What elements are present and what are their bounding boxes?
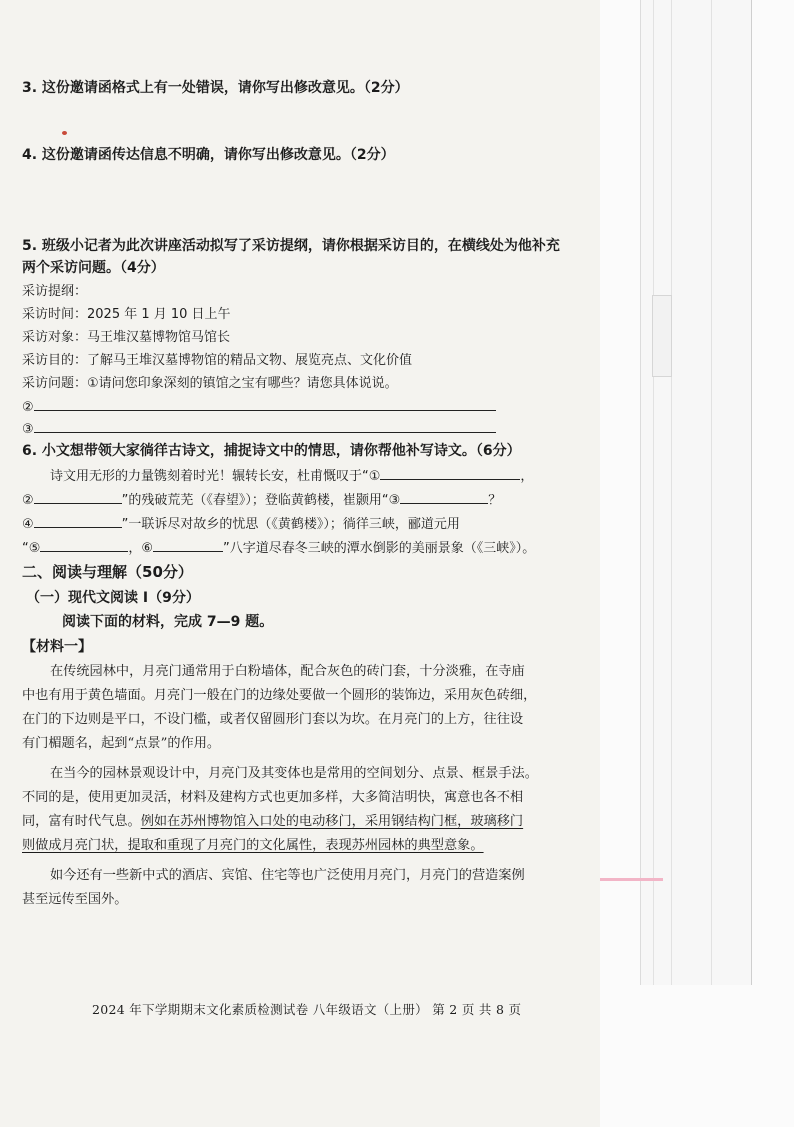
answer-line-2[interactable]: [22, 396, 496, 418]
question-3: 3. 这份邀请函格式上有一处错误，请你写出修改意见。（2分）: [22, 80, 409, 96]
interview-target: 采访对象：马王堆汉墓博物馆马馆长: [22, 330, 231, 345]
paragraph-2-line-4: 则做成月亮门状，提取和重现了月亮门的文化属性，表现苏州园林的典型意象。: [22, 838, 484, 853]
binding-seal: [652, 295, 672, 377]
answer-mark-2: ②: [22, 400, 34, 415]
pink-mark: [598, 878, 663, 881]
poem-blank-1[interactable]: [380, 465, 520, 480]
question-6: 6. 小文想带领大家徜徉古诗文，捕捉诗文中的情思，请你帮他补写诗文。（6分）: [22, 443, 521, 459]
section-heading: 二、阅读与理解（50分）: [22, 563, 193, 581]
poem-blank-2[interactable]: [34, 489, 122, 504]
question-5-line2: 两个采访问题。（4分）: [22, 260, 165, 276]
interview-time: 采访时间：2025 年 1 月 10 日上午: [22, 307, 231, 322]
poem-line-3: ④ ”一联诉尽对故乡的忧思（《黄鹤楼》）；徜徉三峡，郦道元用: [22, 513, 460, 535]
poem-blank-4[interactable]: [34, 513, 122, 528]
paragraph-1-line-2: 中也有用于黄色墙面。月亮门一般在门的边缘处要做一个圆形的装饰边，采用灰色砖细，: [22, 688, 537, 703]
paragraph-1-line-3: 在门的下边则是平口，不设门槛，或者仅留圆形门套以为坎。在月亮门的上方，往往设: [22, 712, 524, 727]
poem-line-4: “⑤ ，⑥ ”八字道尽春冬三峡的潭水倒影的美丽景象（《三峡》）。: [22, 537, 535, 559]
subsection-heading: （一）现代文阅读 I（9分）: [26, 590, 200, 606]
poem-line-2: ② ”的残破荒芜（《春望》）；登临黄鹤楼，崔颢用“③ ？: [22, 489, 501, 511]
binding-strip: [640, 0, 752, 985]
poem-blank-6[interactable]: [153, 537, 223, 552]
question-5-line1: 5. 班级小记者为此次讲座活动拟写了采访提纲，请你根据采访目的，在横线处为他补充: [22, 238, 560, 254]
underlined-example: 例如在苏州博物馆入口处的电动移门，采用钢结构门框，玻璃移门: [140, 814, 524, 829]
interview-question-1: 采访问题：①请问您印象深刻的镇馆之宝有哪些？请您具体说说。: [22, 376, 398, 391]
question-4: 4. 这份邀请函传达信息不明确，请你写出修改意见。（2分）: [22, 147, 395, 163]
outline-title: 采访提纲：: [22, 284, 88, 299]
paragraph-3-line-2: 甚至远传至国外。: [22, 892, 128, 907]
ink-dot: [62, 131, 67, 135]
answer-mark-3: ③: [22, 422, 34, 437]
poem-blank-5[interactable]: [40, 537, 128, 552]
poem-blank-3[interactable]: [400, 489, 488, 504]
reading-instruction: 阅读下面的材料，完成 7—9 题。: [62, 614, 274, 630]
interview-purpose: 采访目的：了解马王堆汉墓博物馆的精品文物、展览亮点、文化价值: [22, 353, 413, 368]
answer-blank-3[interactable]: [34, 418, 496, 433]
answer-line-3[interactable]: [22, 418, 496, 440]
paragraph-2-line-2: 不同的是，使用更加灵活，材料及建构方式也更加多样，大多简洁明快，寓意也各不相: [22, 790, 524, 805]
paragraph-2-line-1: 在当今的园林景观设计中，月亮门及其变体也是常用的空间划分、点景、框景手法。: [50, 766, 538, 781]
poem-line-1: 诗文用无形的力量镌刻着时光！辗转长安，杜甫慨叹于“① ，: [50, 465, 533, 487]
page-footer: 2024 年下学期期末文化素质检测试卷 八年级语文（上册） 第 2 页 共 8 页: [92, 1002, 522, 1017]
paragraph-2-line-3: 同，富有时代气息。例如在苏州博物馆入口处的电动移门，采用钢结构门框，玻璃移门: [22, 814, 524, 829]
paragraph-1-line-4: 有门楣题名，起到“点景”的作用。: [22, 736, 221, 751]
paragraph-1-line-1: 在传统园林中，月亮门通常用于白粉墙体，配合灰色的砖门套，十分淡雅，在寺庙: [50, 664, 525, 679]
paragraph-3-line-1: 如今还有一些新中式的酒店、宾馆、住宅等也广泛使用月亮门，月亮门的营造案例: [50, 868, 525, 883]
answer-blank-2[interactable]: [34, 396, 496, 411]
material-1-label: 【材料一】: [22, 639, 92, 655]
